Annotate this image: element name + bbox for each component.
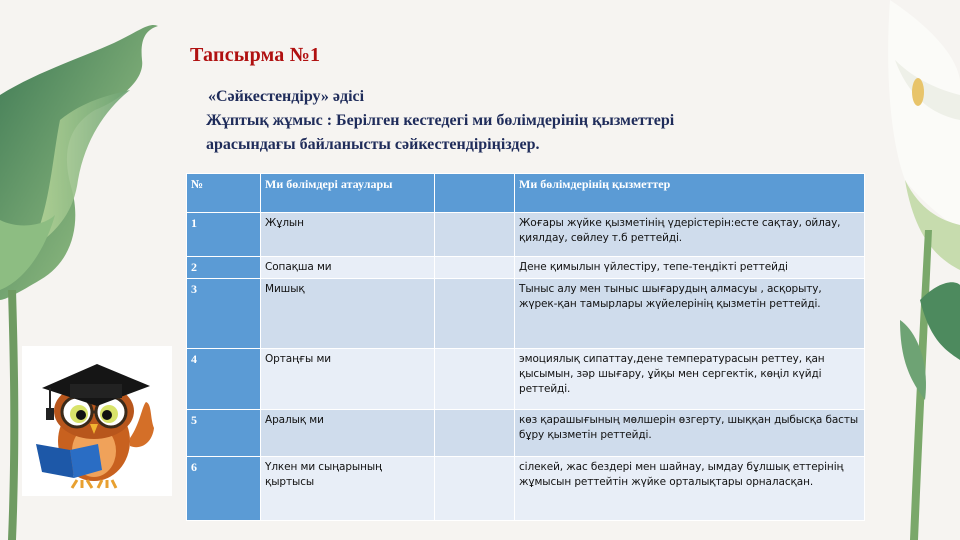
table-row (187, 457, 865, 521)
task-instruction-line1: Жұптық жұмыс : Берілген кестедегі ми бөлімдерінің қызметтері (206, 112, 675, 129)
brain-part-function: сілекей, жас бездері мен шайнау, ымдау бұлшық еттерінің жұмысын реттейтін жүйке орталықтары орналасқан. (515, 457, 865, 521)
match-cell (435, 349, 515, 410)
lily-decoration-icon (860, 0, 960, 540)
row-number: 3 (187, 279, 261, 349)
header-number: № (187, 174, 261, 213)
table-row (187, 279, 865, 349)
brain-part-name: Мишық (261, 279, 435, 349)
brain-part-function: Жоғары жүйке қызметінің үдерістерін:есте сақтау, ойлау, қиялдау, сөйлеу т.б реттейді. (515, 213, 865, 257)
brain-part-function: эмоциялық сипаттау,дене температурасын реттеу, қан қысымын, зәр шығару, ұйқы мен сергектік, көңіл күйді реттейді. (515, 349, 865, 410)
header-empty (435, 174, 515, 213)
slide-title: Тапсырма №1 (190, 44, 321, 66)
brain-part-function: Тыныс алу мен тыныс шығарудың алмасуы , асқорыту, жүрек-қан тамырлары жүйелерінің қызметін реттейді. (515, 279, 865, 349)
match-cell (435, 279, 515, 349)
header-brain-part-names: Ми бөлімдері атаулары (261, 174, 435, 213)
brain-parts-table (186, 173, 865, 521)
table-row (187, 410, 865, 457)
match-cell (435, 457, 515, 521)
owl-image (22, 346, 172, 496)
match-cell (435, 257, 515, 279)
match-cell (435, 410, 515, 457)
row-number: 2 (187, 257, 261, 279)
brain-part-function: Дене қимылын үйлестіру, тепе-теңдікті реттейді (515, 257, 865, 279)
brain-part-name: Жұлын (261, 213, 435, 257)
brain-part-name: Үлкен ми сыңарының қыртысы (261, 457, 435, 521)
row-number: 4 (187, 349, 261, 410)
row-number: 1 (187, 213, 261, 257)
brain-part-name: Сопақша ми (261, 257, 435, 279)
owl-graduate-icon (22, 346, 172, 496)
table-header-row (187, 174, 865, 213)
task-instruction-line2: арасындағы байланысты сәйкестендіріңіздер. (206, 136, 540, 153)
row-number: 5 (187, 410, 261, 457)
brain-part-function: көз қарашығының мөлшерін өзгерту, шыққан дыбысқа басты бұру қызметін реттейді. (515, 410, 865, 457)
table-row (187, 257, 865, 279)
brain-part-name: Ортаңғы ми (261, 349, 435, 410)
table-row (187, 213, 865, 257)
header-functions: Ми бөлімдерінің қызметтер (515, 174, 865, 213)
brain-part-name: Аралық ми (261, 410, 435, 457)
row-number: 6 (187, 457, 261, 521)
method-heading: «Сәйкестендіру» әдісі (208, 88, 365, 105)
table-row (187, 349, 865, 410)
match-cell (435, 213, 515, 257)
